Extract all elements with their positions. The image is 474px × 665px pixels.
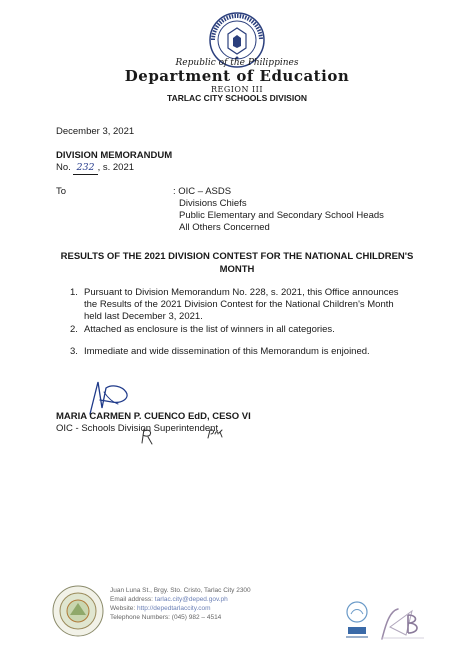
memo-item-number: 2. [70, 324, 78, 335]
to-label: To [56, 186, 67, 197]
footer-email-row [110, 595, 251, 604]
footer-website-row [110, 604, 251, 613]
memo-item [70, 287, 412, 323]
memo-date: December 3, 2021 [56, 126, 135, 137]
footer-website-link[interactable]: http://depedtarlaccity.com [136, 605, 211, 612]
footer-website-label: Website: [110, 605, 137, 612]
footer-contact [110, 586, 251, 622]
memo-item-text: Immediate and wide dissemination of this Memorandum is enjoined. [84, 346, 370, 357]
recipient-list [173, 186, 384, 234]
republic-heading: Republic of the Philippines [175, 58, 299, 68]
memo-subject: RESULTS OF THE 2021 DIVISION CONTEST FOR THE NATIONAL CHILDREN'S MONTH [60, 251, 414, 275]
memo-number-suffix: , s. 2021 [97, 162, 135, 173]
memo-item-text: Pursuant to Division Memorandum No. 228, s. 2021, this Office announces the Results of the 2021 Division Contest for the National Children's Month held last December 3, 2021. [84, 287, 399, 322]
memo-item-text: Attached as enclosure is the list of winners in all categories. [84, 324, 335, 335]
memo-item-number: 1. [70, 287, 78, 298]
recipient: Public Elementary and Secondary School Heads [179, 210, 384, 221]
pab-logo [376, 605, 428, 641]
memo-item [70, 324, 412, 336]
recipient: All Others Concerned [179, 222, 270, 233]
aja-logo [342, 600, 372, 642]
footer-address: Juan Luna St., Brgy. Sto. Cristo, Tarlac City 2300 [110, 587, 251, 594]
memo-number-prefix: No. [56, 162, 71, 173]
recipient: Divisions Chiefs [179, 198, 247, 209]
signer-name: MARIA CARMEN P. CUENCO EdD, CESO VI [56, 411, 251, 422]
initials-mark [138, 427, 158, 445]
recipient: : OIC – ASDS [173, 186, 232, 197]
department-heading: Department of Education [124, 67, 350, 85]
region-heading: REGION III [211, 85, 263, 94]
division-seal-logo [52, 585, 104, 637]
footer-email-link[interactable]: tarlac.city@deped.gov.ph [154, 596, 228, 603]
initials-mark [206, 428, 224, 440]
footer-email-label: Email address: [110, 596, 155, 603]
memo-item [70, 346, 412, 358]
footer-phone: Telephone Numbers: (045) 982 – 4514 [110, 614, 222, 621]
memo-title: DIVISION MEMORANDUM [56, 150, 173, 161]
division-heading: TARLAC CITY SCHOOLS DIVISION [167, 93, 307, 103]
memo-item-number: 3. [70, 346, 78, 357]
memo-number-value: 232 [73, 162, 97, 175]
memo-number [56, 162, 134, 175]
signer-title: OIC - Schools Division Superintendent [56, 423, 219, 434]
